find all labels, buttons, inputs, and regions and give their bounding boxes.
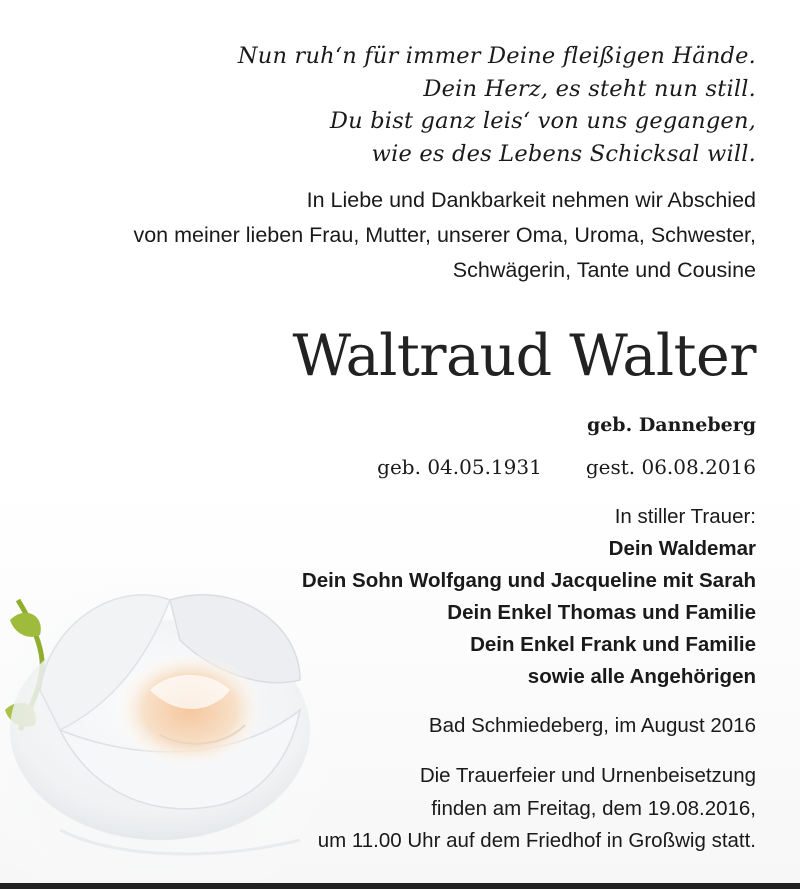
death-date: gest. 06.08.2016 <box>585 455 756 479</box>
intro-line: von meiner lieben Frau, Mutter, unserer Oma, Uroma, Schwester, <box>133 223 756 247</box>
white-rose-image <box>0 560 330 883</box>
birth-name: geb. Danneberg <box>586 414 756 436</box>
poem-line: Dein Herz, es steht nun still. <box>423 75 756 102</box>
intro-line: In Liebe und Dankbarkeit nehmen wir Abschied <box>306 188 756 212</box>
mourners-list <box>302 501 756 693</box>
farewell-intro <box>133 183 756 288</box>
funeral-service-info <box>318 760 756 858</box>
birth-date: geb. 04.05.1931 <box>377 455 542 479</box>
poem-line: Du bist ganz leis‘ von uns gegangen, <box>329 108 756 134</box>
deceased-name: Waltraud Walter <box>292 323 756 389</box>
service-line: finden am Freitag, dem 19.08.2016, <box>431 796 756 820</box>
mourners-label: In stiller Trauer: <box>614 505 756 528</box>
poem-line: Nun ruh‘n für immer Deine fleißigen Hände. <box>237 43 756 69</box>
poem-line: wie es des Lebens Schicksal will. <box>371 140 756 167</box>
mourner: Dein Enkel Frank und Familie <box>470 633 756 656</box>
place-and-date: Bad Schmiedeberg, im August 2016 <box>428 714 756 737</box>
mourner: Dein Enkel Thomas und Familie <box>447 601 756 624</box>
mourner: Dein Sohn Wolfgang und Jacqueline mit Sarah <box>301 569 756 592</box>
mourner: sowie alle Angehörigen <box>527 665 756 688</box>
mourner: Dein Waldemar <box>608 537 756 560</box>
service-line: um 11.00 Uhr auf dem Friedhof in Großwig statt. <box>317 829 756 852</box>
memorial-poem <box>238 40 756 170</box>
intro-line: Schwägerin, Tante und Cousine <box>452 258 756 282</box>
service-line: Die Trauerfeier und Urnenbeisetzung <box>419 764 756 787</box>
life-dates <box>377 452 756 482</box>
